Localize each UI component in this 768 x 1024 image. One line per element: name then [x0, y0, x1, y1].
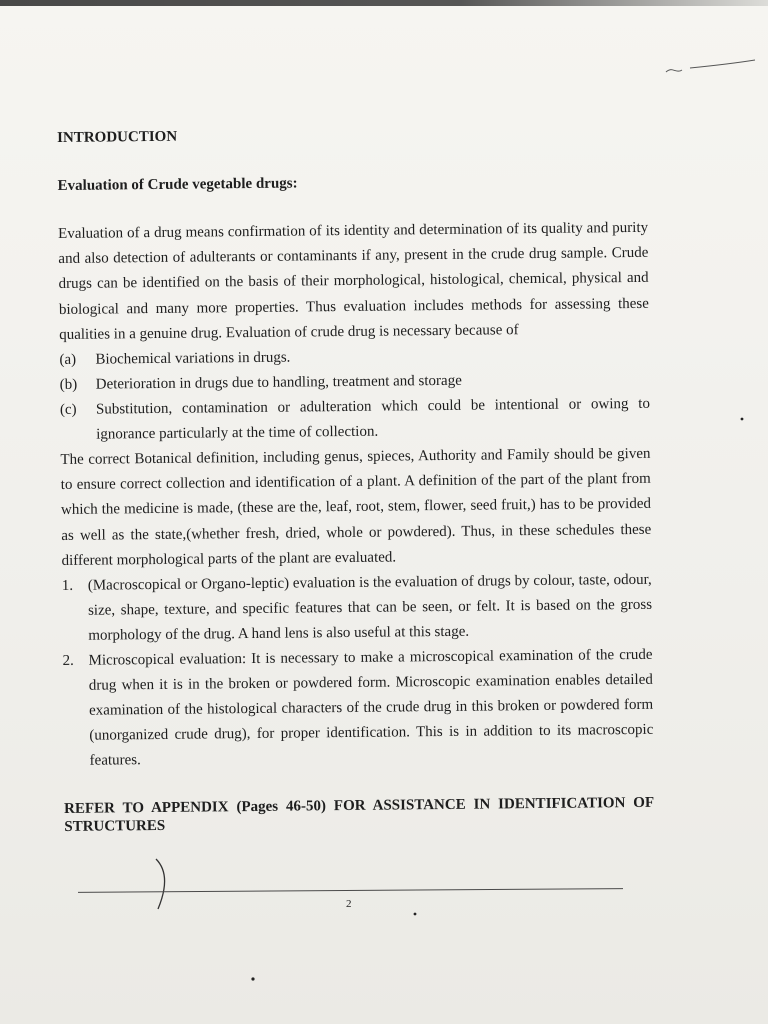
- botanical-definition-paragraph: The correct Botanical definition, including genus, spieces, Authority and Family should be given to ensure correct collection and identification of a plant. A definition of the part of the plant from which the medicine is made, (these are the, leaf, root, stem, flower, seed fruit,) has to be provided as well as the state,(whether fresh, dried, whole or powdered). Thus, in these schedules these different morphological parts of the plant are evaluated.: [60, 445, 652, 569]
- list-item-text: Biochemical variations in drugs.: [95, 349, 291, 368]
- list-item-text: Substitution, contamination or adulteration which could be intentional or owing to ignorance particularly at the time of collection.: [95, 395, 651, 443]
- document-heading: INTRODUCTION: [57, 128, 178, 146]
- ink-speck: [739, 416, 745, 422]
- list-item-text: (Macroscopical or Organo-leptic) evaluation is the evaluation of drugs by colour, taste, odour, size, shape, texture, and specific features that can be seen, or felt. It is based on the gross morphology of the drug. A hand lens is also useful at this stage.: [87, 571, 653, 644]
- pen-mark-top-right: [660, 56, 760, 80]
- list-item: [62, 568, 653, 649]
- ink-speck: [412, 911, 418, 917]
- list-item: [62, 643, 653, 774]
- page-number: 2: [346, 898, 352, 910]
- list-item-marker: 2.: [62, 652, 74, 670]
- list-item: [60, 392, 650, 448]
- section-subheading: Evaluation of Crude vegetable drugs:: [57, 175, 298, 194]
- page-top-edge-shadow: [0, 0, 768, 6]
- list-item-text: Microscopical evaluation: It is necessary to make a microscopical examination of the crude drug when it is in the broken or powdered form. Microscopic examination enables detailed examination of the histological characters of the crude drug in this broken or powdered form (unorganized crude drug), for proper identification. This is in addition to its macroscopic features.: [88, 646, 654, 769]
- list-item-marker: (a): [59, 351, 77, 369]
- list-item-marker: (b): [59, 376, 78, 394]
- appendix-reference-note: REFER TO APPENDIX (Pages 46-50) FOR ASSISTANCE IN IDENTIFICATION OF STRUCTURES: [64, 794, 655, 835]
- list-item-marker: 1.: [61, 577, 74, 595]
- document-body: [57, 122, 654, 836]
- reasons-list: [59, 342, 650, 448]
- list-item-marker: (c): [59, 401, 77, 418]
- list-item-text: Deterioration in drugs due to handling, treatment and storage: [95, 372, 462, 393]
- evaluation-methods-list: [62, 568, 654, 774]
- ink-speck: [250, 976, 256, 982]
- intro-paragraph: Evaluation of a drug means confirmation of its identity and determination of its quality and purity and also detection of adulterants or contaminants if any, present in the crude drug sample. Crude drugs can be identified on the basis of their morphological, histological, chemical, physical and biological and many more properties. Thus evaluation includes methods for assessing these qualities in a genuine drug. Evaluation of crude drug is necessary because of: [58, 219, 649, 343]
- pen-stroke-mark: [150, 855, 180, 915]
